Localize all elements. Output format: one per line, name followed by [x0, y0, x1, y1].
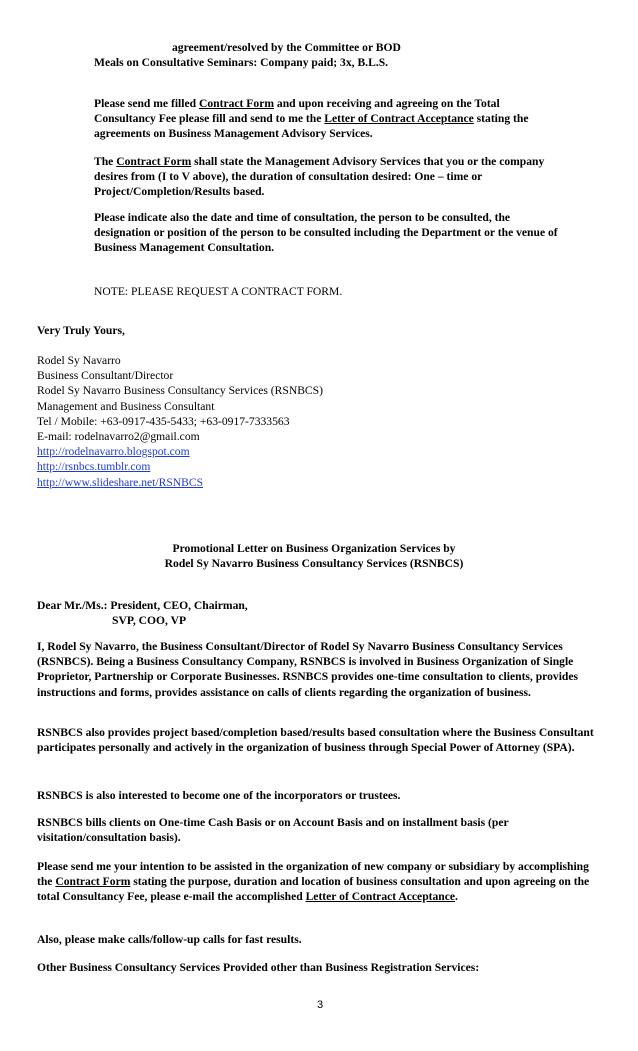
body-paragraph-7: Other Business Consultancy Services Provided other than Business Registration Services:: [37, 961, 480, 974]
tumblr-link[interactable]: http://rsnbcs.tumblr.com: [37, 460, 151, 474]
letter-of-contract-acceptance-link[interactable]: Letter of Contract Acceptance: [305, 890, 456, 904]
signature-field: Management and Business Consultant: [37, 399, 215, 413]
contract-form-description-paragraph: The Contract Form shall state the Management Advisory Services that you or the company desires from (I to V above), the duration of consultation desired: One – time or Project/Completion/Results based.: [94, 155, 545, 199]
signature-title: Business Consultant/Director: [37, 369, 174, 383]
signature-phone: Tel / Mobile: +63-0917-435-5433; +63-0917-7333563: [37, 414, 290, 428]
body-paragraph-3: RSNBCS is also interested to become one of the incorporators or trustees.: [37, 789, 401, 802]
closing-salutation: Very Truly Yours,: [37, 324, 125, 337]
body-paragraph-6: Also, please make calls/follow-up calls for fast results.: [37, 933, 302, 946]
body-paragraph-4: RSNBCS bills clients on One-time Cash Basis or on Account Basis and on installment basis (per visitation/consultation basis).: [37, 816, 509, 845]
body-paragraph-2: RSNBCS also provides project based/completion based/results based consultation where the Business Consultant participates personally and actively in the organization of business through Special Power of Attorney (SPA).: [37, 726, 594, 755]
blogspot-link[interactable]: http://rodelnavarro.blogspot.com: [37, 445, 190, 459]
contract-form-link[interactable]: Contract Form: [116, 155, 192, 168]
top-line-1: agreement/resolved by the Committee or BOD: [172, 41, 401, 54]
page-number: 3: [316, 999, 324, 1011]
contract-form-link[interactable]: Contract Form: [198, 97, 274, 110]
promo-title-line-2: Rodel Sy Navarro Business Consultancy Services (RSNBCS): [164, 557, 464, 570]
signature-email: E-mail: rodelnavarro2@gmail.com: [37, 430, 200, 444]
contract-form-link[interactable]: Contract Form: [55, 875, 131, 889]
signature-company: Rodel Sy Navarro Business Consultancy Services (RSNBCS): [37, 384, 323, 398]
note-request-contract-form: NOTE: PLEASE REQUEST A CONTRACT FORM.: [94, 285, 343, 298]
salutation-line-1: Dear Mr./Ms.: President, CEO, Chairman,: [37, 599, 248, 612]
signature-name: Rodel Sy Navarro: [37, 354, 121, 367]
body-paragraph-1: I, Rodel Sy Navarro, the Business Consultant/Director of Rodel Sy Navarro Business Consultancy Services (RSNBCS). Being a Business Consultancy Company, RSNBCS is involved in Business Organization of Single Proprietor, Partnership or Corporate Businesses. RSNBCS provides one-time consultation to clients, provides instructions and forms, provides assistance on calls of clients regarding the organization of business.: [37, 640, 579, 699]
signature-block: [37, 353, 537, 490]
slideshare-link[interactable]: http://www.slideshare.net/RSNBCS: [37, 475, 204, 489]
contract-form-paragraph: Please send me filled Contract Form and upon receiving and agreeing on the Total Consultancy Fee please fill and send to me the Letter of Contract Acceptance stating the agreements on Business Management Advisory Services.: [94, 97, 529, 141]
body-paragraph-5: Please send me your intention to be assisted in the organization of new company or subsidiary by accomplishing the Contract Form stating the purpose, duration and location of business consultation and upon agreeing on the total Consultancy Fee, please e-mail the accomplished Letter of Contract Acceptance.: [37, 860, 590, 904]
salutation-line-2: SVP, COO, VP: [112, 614, 187, 627]
top-line-2: Meals on Consultative Seminars: Company paid; 3x, B.L.S.: [94, 56, 389, 69]
letter-of-contract-acceptance-link[interactable]: Letter of Contract Acceptance: [324, 112, 474, 126]
promo-title-line-1: Promotional Letter on Business Organization Services by: [172, 542, 456, 555]
consultation-details-paragraph: Please indicate also the date and time of consultation, the person to be consulted, the designation or position of the person to be consulted including the Department or the venue of Business Management Consultation.: [94, 211, 558, 255]
